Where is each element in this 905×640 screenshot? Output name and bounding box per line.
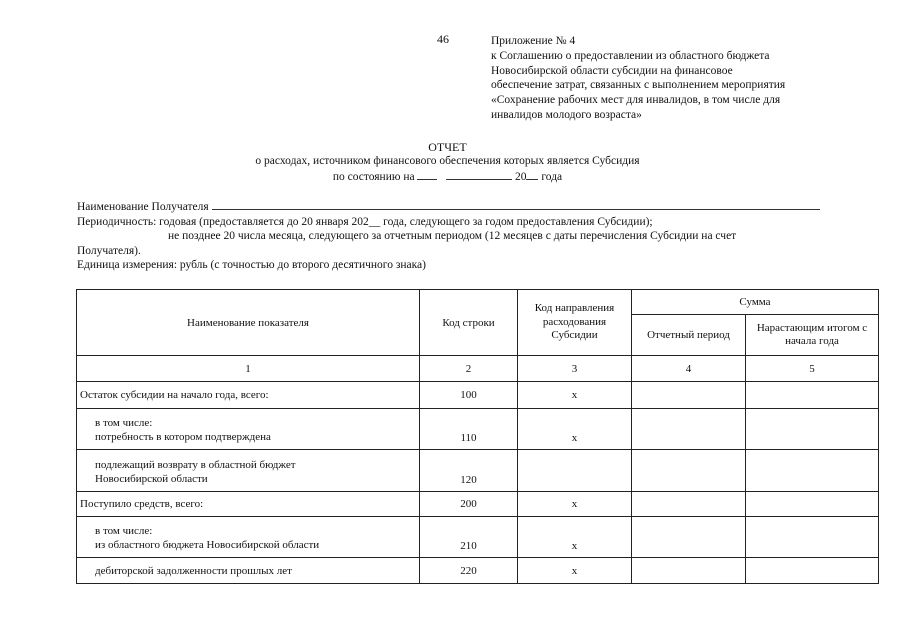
row-label: Поступило средств, всего: [77,492,420,517]
row-direction: x [518,382,632,409]
header-name: Наименование показателя [77,290,420,356]
appendix-line: к Соглашению о предоставлении из областного бюджета [491,49,770,62]
table-row [77,450,879,492]
row-label-line: в том числе: [95,525,153,537]
appendix-line: «Сохранение рабочих мест для инвалидов, в том числе для [491,94,781,107]
cumulative-value-cell[interactable] [746,558,879,584]
col-number: 1 [77,356,420,382]
row-label-line: подлежащий возврату в областной бюджет [95,459,296,471]
row-code: 110 [420,409,518,450]
periodicity-line-2: не позднее 20 числа месяца, следующего за отчетным периодом (12 месяцев с даты перечисления Субсидии на счет [168,230,737,243]
header-direction: Код направления расходования Субсидии [518,290,632,356]
col-number: 4 [632,356,746,382]
row-direction [518,450,632,492]
header-sum: Сумма [632,290,879,315]
table-row [77,558,879,584]
row-direction: x [518,558,632,584]
appendix-line: Приложение № 4 [491,35,576,47]
period-value-cell[interactable] [632,382,746,409]
recipient-label: Наименование Получателя [77,201,209,213]
period-value-cell[interactable] [632,492,746,517]
report-subtitle: о расходах, источником финансового обеспечения которых является Субсидия [255,155,640,168]
appendix-line: Новосибирской области субсидии на финансовое [491,64,733,77]
report-title-block [180,140,715,184]
row-code: 200 [420,492,518,517]
row-direction: x [518,409,632,450]
unit-line: Единица измерения: рубль (с точностью до второго десятичного знака) [77,259,426,272]
report-table [76,289,879,584]
col-number: 5 [746,356,879,382]
table-row [77,517,879,558]
row-label-line: в том числе: [95,417,153,429]
row-label [77,517,420,558]
header-period: Отчетный период [632,315,746,356]
row-label [77,450,420,492]
report-info [77,199,837,273]
row-label: Остаток субсидии на начало года, всего: [77,382,420,409]
date-suffix: года [541,170,563,183]
cumulative-value-cell[interactable] [746,382,879,409]
period-value-cell[interactable] [632,409,746,450]
header-code: Код строки [420,290,518,356]
row-code: 120 [420,450,518,492]
row-label-line: потребность в котором подтверждена [95,430,271,443]
row-label [77,409,420,450]
col-number: 3 [518,356,632,382]
row-label: дебиторской задолженности прошлых лет [77,558,420,584]
date-year: 20 [514,170,527,183]
row-code: 220 [420,558,518,584]
period-value-cell[interactable] [632,450,746,492]
report-heading: ОТЧЕТ [428,140,467,154]
day-blank[interactable] [417,169,437,180]
col-number: 2 [420,356,518,382]
row-code: 210 [420,517,518,558]
recipient-name-field[interactable] [212,199,820,210]
cumulative-value-cell[interactable] [746,450,879,492]
period-value-cell[interactable] [632,558,746,584]
header-cumulative: Нарастающим итогом с начала года [746,315,879,356]
row-label-line: Новосибирской области [95,472,208,485]
row-code: 100 [420,382,518,409]
page-number: 46 [437,32,449,46]
appendix-line: обеспечение затрат, связанных с выполнением мероприятия [491,79,786,92]
report-date-line [180,169,715,184]
appendix-line: инвалидов молодого возраста» [491,108,642,121]
period-value-cell[interactable] [632,517,746,558]
table-row [77,492,879,517]
periodicity-line-1: Периодичность: годовая (предоставляется до 20 января 202__ года, следующего за годом предоставления Субсидии); [77,215,653,228]
cumulative-value-cell[interactable] [746,492,879,517]
recipient-row [77,199,837,215]
month-blank[interactable] [446,169,512,180]
appendix-note [491,34,841,123]
cumulative-value-cell[interactable] [746,517,879,558]
row-direction: x [518,492,632,517]
date-prefix: по состоянию на [332,170,415,183]
cumulative-value-cell[interactable] [746,409,879,450]
year-blank[interactable] [526,169,538,180]
column-number-row [77,356,879,382]
table-row [77,382,879,409]
row-label-line: из областного бюджета Новосибирской области [95,538,320,551]
table-row [77,409,879,450]
periodicity-line-3: Получателя). [77,244,141,257]
row-direction: x [518,517,632,558]
